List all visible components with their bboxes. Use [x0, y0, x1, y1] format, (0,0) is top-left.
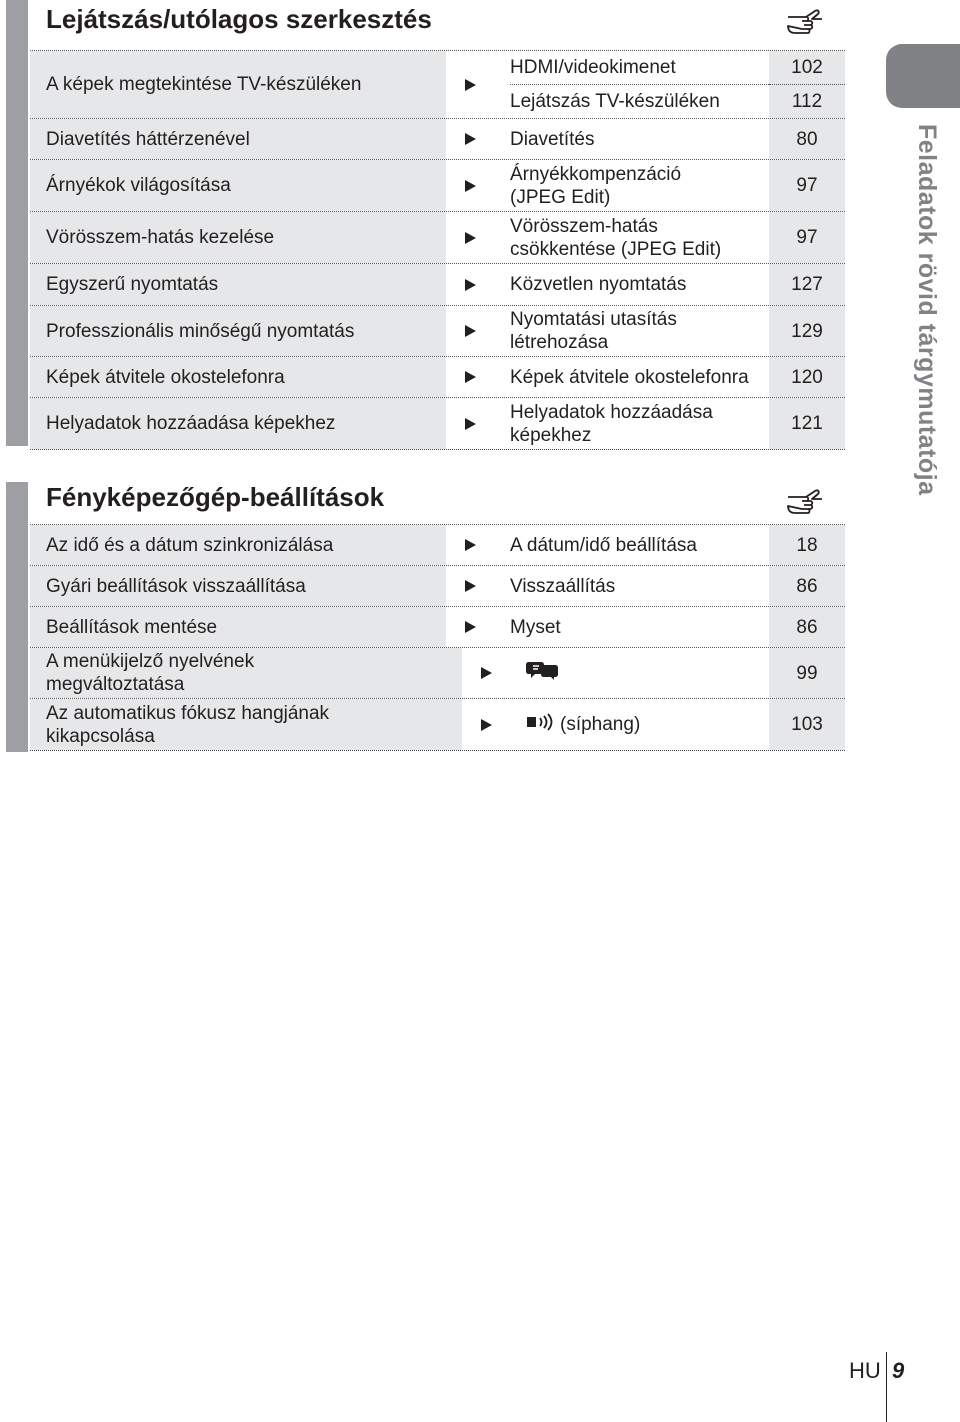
section-title: Lejátszás/utólagos szerkesztés: [46, 4, 432, 34]
table-row: [30, 306, 845, 357]
table-row: [30, 212, 845, 264]
page-number: 99: [796, 662, 818, 684]
task-cell: Gyári beállítások visszaállítása: [30, 566, 446, 606]
page-cell: [769, 51, 845, 118]
page-number: 97: [796, 227, 818, 248]
page-number: 86: [796, 575, 818, 597]
beep-icon: [526, 712, 556, 738]
page-number: 103: [791, 714, 823, 735]
page-cell: [769, 160, 845, 211]
task-cell: Az idő és a dátum szinkronizálása: [30, 525, 446, 565]
table-row: [30, 607, 845, 648]
task-cell: Képek átvitele okostelefonra: [30, 357, 446, 397]
target-item: Képek átvitele okostelefonra: [510, 366, 749, 388]
pointing-hand-icon: [786, 8, 826, 34]
target-item: Diavetítés: [510, 128, 595, 150]
page-cell: [769, 398, 845, 449]
page-cell: [769, 119, 845, 159]
target-cell: [494, 51, 769, 118]
target-item: [526, 648, 769, 698]
table-row: [30, 699, 845, 751]
triangle-right-icon: [446, 525, 494, 565]
target-item: Visszaállítás: [510, 575, 616, 597]
page-cell: [769, 525, 845, 565]
table-row: [30, 160, 845, 212]
table-row: [30, 398, 845, 450]
triangle-right-icon: [446, 566, 494, 606]
table-row: [30, 525, 845, 566]
footer-divider: [886, 1352, 887, 1422]
triangle-right-icon: [446, 398, 494, 449]
triangle-right-icon: [462, 699, 510, 750]
page-number: 129: [791, 320, 823, 342]
table-row: [30, 51, 845, 119]
triangle-right-icon: [446, 212, 494, 263]
target-item: [526, 699, 769, 750]
target-item: Árnyékkompenzáció (JPEG Edit): [510, 163, 682, 208]
target-item: Helyadatok hozzáadása képekhez: [510, 401, 713, 446]
task-cell: Diavetítés háttérzenével: [30, 119, 446, 159]
table-row: [30, 566, 845, 607]
page-cell: [769, 212, 845, 263]
page-cell: [769, 648, 845, 698]
page-number-footer: 9: [892, 1358, 905, 1383]
page-cell: [769, 306, 845, 356]
table-row: [30, 119, 845, 160]
task-cell: Vörösszem-hatás kezelése: [30, 212, 446, 263]
page-cell: [769, 607, 845, 647]
task-cell: Egyszerű nyomtatás: [30, 264, 446, 305]
target-item: Nyomtatási utasítás létrehozása: [510, 309, 677, 353]
target-cell: [494, 357, 769, 397]
page-number: 121: [791, 413, 823, 434]
triangle-right-icon: [446, 357, 494, 397]
triangle-right-icon: [446, 264, 494, 305]
task-cell: A menükijelző nyelvének megváltoztatása: [30, 648, 462, 698]
page-number: 120: [791, 366, 823, 388]
language-icon: [526, 659, 560, 687]
page-cell: [769, 699, 845, 750]
table-row: [30, 264, 845, 306]
page-number: 97: [796, 175, 818, 196]
side-tab[interactable]: [886, 44, 960, 108]
target-cell: [494, 525, 769, 565]
page-number: 127: [791, 274, 823, 295]
target-cell: [494, 160, 769, 211]
task-cell: Professzionális minőségű nyomtatás: [30, 306, 446, 356]
section-bar: [6, 0, 28, 446]
target-cell: [494, 264, 769, 305]
task-cell: Árnyékok világosítása: [30, 160, 446, 211]
target-cell: [494, 398, 769, 449]
page-number: 18: [796, 534, 818, 556]
target-item: Közvetlen nyomtatás: [510, 274, 687, 295]
target-item: HDMI/videokimenet: [510, 57, 676, 78]
section-title: Fényképezőgép-beállítások: [46, 482, 385, 512]
triangle-right-icon: [446, 160, 494, 211]
target-cell: [510, 699, 769, 750]
triangle-right-icon: [446, 306, 494, 356]
page-cell: [769, 357, 845, 397]
triangle-right-icon: [446, 607, 494, 647]
target-item: Lejátszás TV-készüléken: [510, 84, 769, 118]
page-cell: [769, 264, 845, 305]
task-cell: Az automatikus fókusz hangjának kikapcsolása: [30, 699, 462, 750]
pointing-hand-icon: [786, 488, 826, 514]
page-number: 80: [796, 128, 818, 150]
page-number: 86: [796, 616, 818, 638]
triangle-right-icon: [446, 51, 494, 118]
camera-settings-table: [30, 524, 845, 751]
target-cell: [494, 212, 769, 263]
section-bar: [6, 482, 28, 752]
page-cell: [769, 566, 845, 606]
task-cell: Beállítások mentése: [30, 607, 446, 647]
triangle-right-icon: [462, 648, 510, 698]
page-number: 102: [791, 57, 823, 78]
side-label: Feladatok rövid tárgymutatója: [913, 124, 941, 496]
triangle-right-icon: [446, 119, 494, 159]
playback-table: [30, 50, 845, 450]
page-number: 112: [769, 84, 845, 118]
language-code: HU: [849, 1358, 881, 1383]
target-cell: [494, 119, 769, 159]
target-item-text: (síphang): [560, 714, 641, 735]
target-cell: [510, 648, 769, 698]
target-cell: [494, 607, 769, 647]
target-cell: [494, 566, 769, 606]
task-cell: Helyadatok hozzáadása képekhez: [30, 398, 446, 449]
task-cell: A képek megtekintése TV-készüléken: [30, 51, 446, 118]
target-item: Vörösszem-hatás csökkentése (JPEG Edit): [510, 215, 722, 260]
target-cell: [494, 306, 769, 356]
target-item: Myset: [510, 616, 561, 638]
table-row: [30, 648, 845, 699]
table-row: [30, 357, 845, 398]
target-item: A dátum/idő beállítása: [510, 534, 697, 556]
